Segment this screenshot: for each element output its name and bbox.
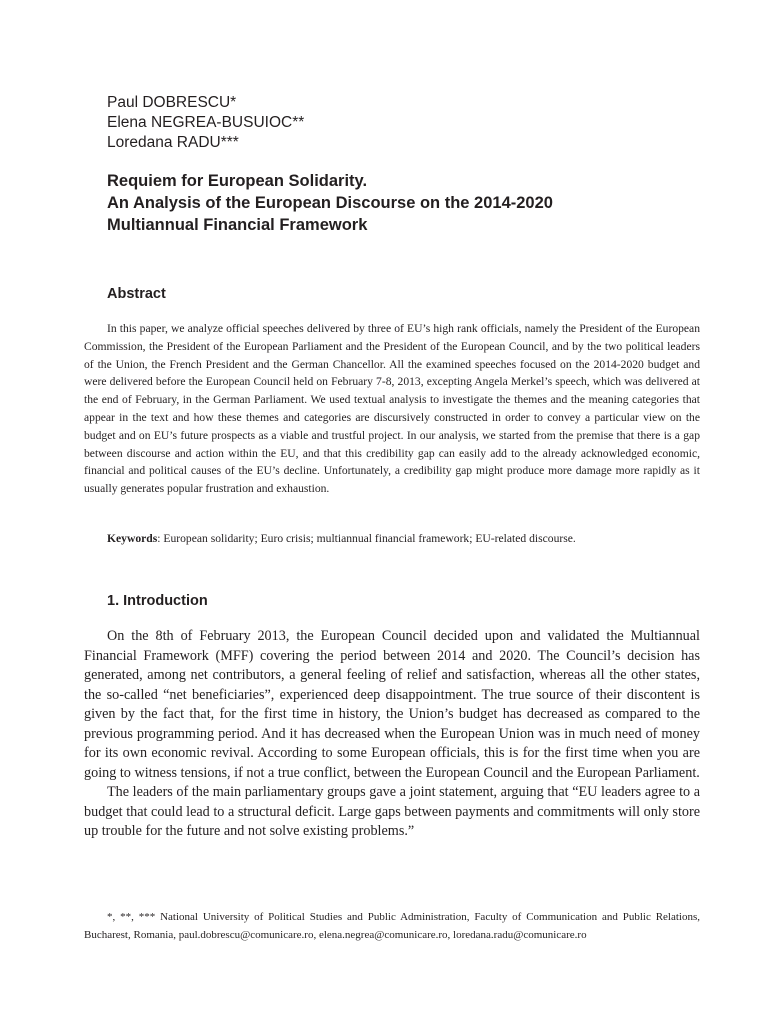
keywords-line	[84, 530, 700, 548]
keywords-text: : European solidarity; Euro crisis; multiannual financial framework; EU-related discourse.	[157, 532, 576, 545]
body-paragraph: The leaders of the main parliamentary groups gave a joint statement, arguing that “EU leaders agree to a budget that could lead to a structural deficit. Large gaps between payments and commitments will only store up trouble for the future and not solve existing problems.”	[84, 784, 700, 839]
abstract-text: In this paper, we analyze official speeches delivered by three of EU’s high rank officials, namely the President of the European Commission, the President of the European Parliament and the President of the European Council, and by the two political leaders of the Union, the French President and the German Chancellor. All the examined speeches focused on the 2014-2020 budget and were delivered before the European Council held on February 7-8, 2013, excepting Angela Merkel’s speech, which was delivered at the end of February, in the German Parliament. We used textual analysis to investigate the themes and the meaning categories that appear in the text and how these themes and categories are discursively constructed in order to convey a particular view on the budget and on EU’s future prospects as a viable and trustful project. In our analysis, we started from the premise that there is a gap between discourse and action within the EU, and that this credibility gap can easily add to the already acknowledged economic, financial and political causes of the EU’s decline. Unfortunately, a credibility gap might produce more damage more rapidly as it usually generates popular frustration and exhaustion.	[84, 322, 700, 496]
section-heading-introduction: 1. Introduction	[107, 593, 208, 609]
author-affiliation-footnote: *, **, *** National University of Political Studies and Public Administration, Faculty of Communication and Public Relations, Bucharest, Romania, paul.dobrescu@comunicare.ro, elena.negrea@comunicare.ro, loredana.radu@comunicare.ro	[84, 911, 700, 941]
author-name: Loredana RADU***	[107, 134, 239, 151]
paper-title	[107, 170, 707, 236]
title-line: An Analysis of the European Discourse on the 2014-2020	[107, 194, 553, 212]
introduction-body	[84, 627, 700, 842]
author-name: Paul DOBRESCU*	[107, 94, 237, 111]
author-name: Elena NEGREA-BUSUIOC**	[107, 114, 305, 131]
author-list	[107, 93, 304, 153]
abstract-heading: Abstract	[107, 286, 166, 302]
body-paragraph: On the 8th of February 2013, the European Council decided upon and validated the Multiannual Financial Framework (MFF) covering the period between 2014 and 2020. The Council’s decision has generated, among net contributors, a general feeling of relief and satisfaction, whereas all the other states, the so-called “net beneficiaries”, experienced deep disappointment. The true source of their discontent is given by the fact that, for the first time in history, the Union’s budget has decreased as compared to the previous programming period. And it has decreased when the European Union was in much need of money for its own economic revival. According to some European officials, this is for the first time when you are going to witness tensions, if not a true conflict, between the European Council and the European Parliament.	[84, 628, 700, 781]
title-line: Requiem for European Solidarity.	[107, 172, 368, 190]
keywords-label: Keywords	[107, 532, 158, 545]
title-line: Multiannual Financial Framework	[107, 216, 368, 234]
